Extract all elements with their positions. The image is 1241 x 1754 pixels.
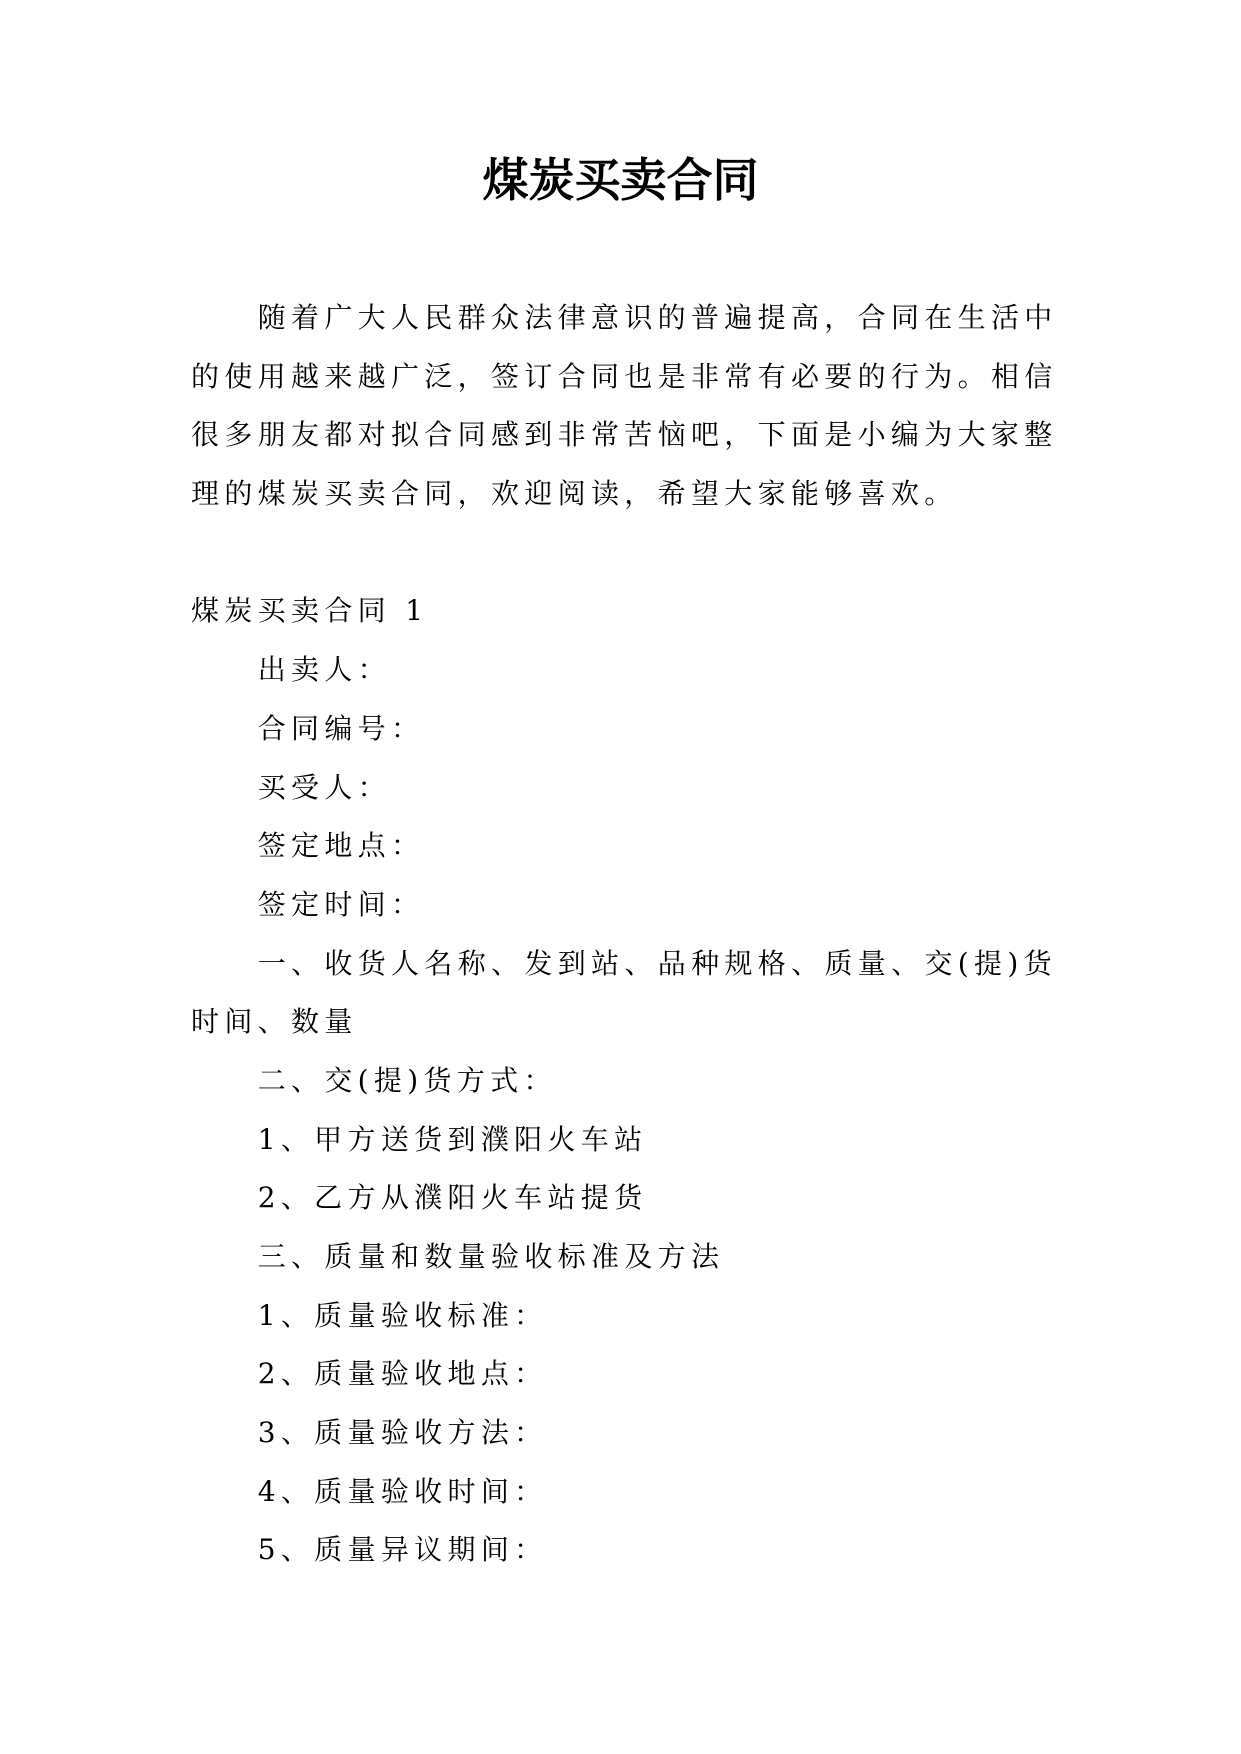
quality-inspection-item: 1、质量验收标准： <box>257 1298 548 1332</box>
signing-time-field-label: 签定时间： <box>257 887 425 921</box>
clause-1-heading-line: 一、收货人名称、发到站、品种规格、质量、交(提)货 <box>257 946 1057 980</box>
clause-3 <box>191 1228 1061 1580</box>
delivery-option-item: 1、甲方送货到濮阳火车站 <box>257 1122 648 1156</box>
blank-line <box>191 524 1061 583</box>
intro-paragraph <box>191 289 1061 524</box>
section-heading: 煤炭买卖合同 1 <box>191 594 429 628</box>
delivery-option-item: 2、乙方从濮阳火车站提货 <box>257 1181 648 1215</box>
party-fields <box>191 641 1061 934</box>
intro-line: 理的煤炭买卖合同，欢迎阅读，希望大家能够喜欢。 <box>191 477 958 511</box>
clause-2 <box>191 1052 1061 1228</box>
intro-line: 很多朋友都对拟合同感到非常苦恼吧，下面是小编为大家整 <box>191 418 1058 452</box>
quality-inspection-item: 4、质量验收时间： <box>257 1474 548 1508</box>
intro-line: 随着广大人民群众法律意识的普遍提高，合同在生活中 <box>257 301 1058 334</box>
clause-1 <box>191 935 1061 1052</box>
quality-inspection-item: 3、质量验收方法： <box>257 1416 548 1450</box>
intro-line: 的使用越来越广泛，签订合同也是非常有必要的行为。相信 <box>191 359 1058 393</box>
clause-1-heading-line: 时间、数量 <box>191 1005 358 1039</box>
quality-inspection-item: 2、质量验收地点： <box>257 1357 548 1391</box>
document-body <box>191 289 1061 1580</box>
buyer-field-label: 买受人： <box>257 770 392 804</box>
clause-2-heading: 二、交(提)货方式： <box>257 1063 557 1097</box>
seller-field-label: 出卖人： <box>257 653 392 687</box>
document-title: 煤炭买卖合同 <box>482 153 759 207</box>
signing-place-field-label: 签定地点： <box>257 829 425 863</box>
quality-inspection-item: 5、质量异议期间： <box>257 1533 548 1567</box>
contract-number-field-label: 合同编号： <box>257 711 425 745</box>
clause-3-heading: 三、质量和数量验收标准及方法 <box>257 1240 725 1273</box>
